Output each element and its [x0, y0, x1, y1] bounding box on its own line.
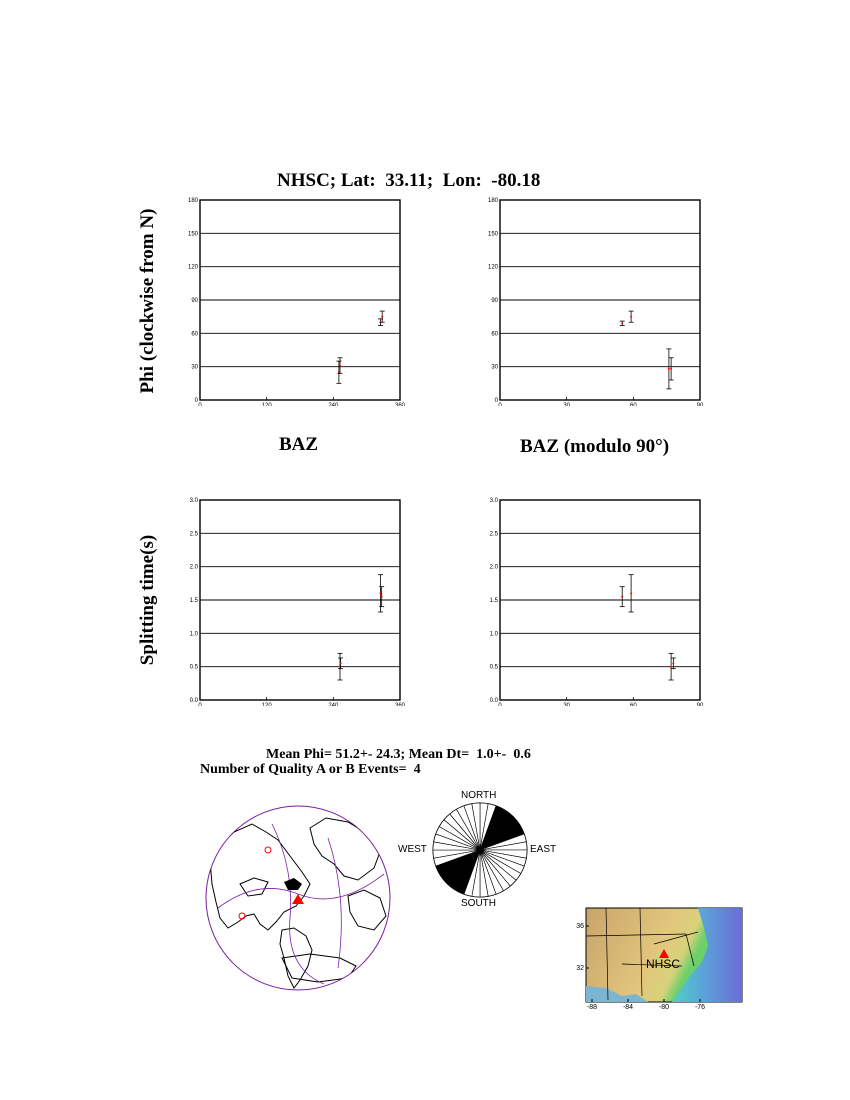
- plot-phi-baz-mod: [486, 192, 710, 406]
- x-tick-label: 120: [261, 703, 272, 706]
- y-tick-label: 0.0: [189, 698, 198, 704]
- y-tick-label: 2.0: [489, 564, 498, 571]
- y-tick-label: 60: [191, 331, 198, 338]
- y-tick-label: 180: [187, 198, 198, 204]
- map-lon-tick: -88: [586, 1004, 598, 1010]
- y-tick-label: 150: [487, 231, 498, 238]
- x-tick-label: 90: [696, 403, 704, 406]
- map-lon-tick: -84: [622, 1004, 634, 1010]
- x-tick-label: 0: [498, 403, 502, 406]
- data-point: [381, 596, 383, 598]
- rose-diagram: [428, 797, 532, 905]
- data-point: [340, 662, 342, 664]
- data-point: [381, 316, 383, 318]
- data-point: [621, 322, 623, 324]
- data-point: [668, 368, 670, 370]
- data-point: [670, 368, 672, 370]
- y-tick-label: 1.5: [489, 598, 498, 604]
- data-point: [338, 371, 340, 373]
- x-tick-label: 240: [328, 703, 339, 706]
- x-tick-label: 360: [394, 403, 406, 406]
- globe-map: [198, 798, 398, 998]
- y-tick-label: 3.0: [189, 498, 198, 504]
- phi-axis-label: Phi (clockwise from N): [137, 208, 158, 394]
- y-tick-label: 0: [494, 398, 498, 404]
- baz-mod-label: BAZ (modulo 90°): [520, 436, 670, 457]
- x-tick-label: 60: [629, 703, 637, 706]
- rose-south-label: SOUTH: [461, 898, 496, 909]
- rose-east-label: EAST: [530, 844, 557, 855]
- y-tick-label: 120: [187, 264, 198, 271]
- y-tick-label: 0.5: [489, 664, 498, 671]
- y-tick-label: 60: [491, 331, 498, 338]
- y-tick-label: 0.5: [189, 664, 198, 671]
- mean-summary: Mean Phi= 51.2+- 24.3; Mean Dt= 1.0+- 0.6: [266, 747, 531, 762]
- y-tick-label: 180: [487, 198, 498, 204]
- data-point: [621, 596, 623, 598]
- y-tick-label: 90: [491, 298, 498, 304]
- y-tick-label: 1.0: [189, 631, 198, 638]
- plot-dt-baz: [186, 492, 410, 706]
- x-tick-label: 90: [696, 703, 704, 706]
- x-tick-label: 0: [198, 403, 202, 406]
- rose-west-label: WEST: [398, 844, 427, 855]
- data-point: [630, 316, 632, 318]
- baz-label: BAZ: [279, 434, 319, 455]
- x-tick-label: 360: [394, 703, 406, 706]
- station-name: NHSC: [646, 957, 681, 971]
- y-tick-label: 90: [191, 298, 198, 304]
- data-point: [339, 365, 341, 367]
- y-tick-label: 2.5: [189, 531, 198, 538]
- page-title: NHSC; Lat: 33.11; Lon: -80.18: [277, 170, 541, 191]
- y-tick-label: 0: [194, 398, 198, 404]
- map-lat-tick: 32: [576, 965, 584, 972]
- y-tick-label: 3.0: [489, 498, 498, 504]
- x-tick-label: 30: [563, 403, 571, 406]
- data-point: [672, 662, 674, 664]
- x-tick-label: 240: [328, 403, 339, 406]
- y-tick-label: 1.5: [189, 598, 198, 604]
- y-tick-label: 2.5: [489, 531, 498, 538]
- y-tick-label: 1.0: [489, 631, 498, 638]
- x-tick-label: 30: [563, 703, 571, 706]
- map-lat-tick: 36: [576, 923, 584, 930]
- x-tick-label: 0: [498, 703, 502, 706]
- map-lon-tick: -80: [658, 1004, 670, 1010]
- plot-phi-baz: [186, 192, 410, 406]
- x-tick-label: 120: [261, 403, 272, 406]
- event-count: Number of Quality A or B Events= 4: [200, 762, 421, 777]
- data-point: [380, 592, 382, 594]
- y-tick-label: 30: [191, 364, 198, 371]
- map-lon-tick: -76: [694, 1004, 706, 1010]
- x-tick-label: 0: [198, 703, 202, 706]
- y-tick-label: 150: [187, 231, 198, 238]
- y-tick-label: 2.0: [189, 564, 198, 571]
- data-point: [630, 592, 632, 594]
- y-tick-label: 120: [487, 264, 498, 271]
- dt-axis-label: Splitting time(s): [137, 534, 158, 666]
- station-map: [566, 904, 746, 1010]
- y-tick-label: 0.0: [489, 698, 498, 704]
- plot-dt-baz-mod: [486, 492, 710, 706]
- y-tick-label: 30: [491, 364, 498, 371]
- x-tick-label: 60: [629, 403, 637, 406]
- rose-north-label: NORTH: [461, 790, 497, 801]
- data-point: [670, 666, 672, 668]
